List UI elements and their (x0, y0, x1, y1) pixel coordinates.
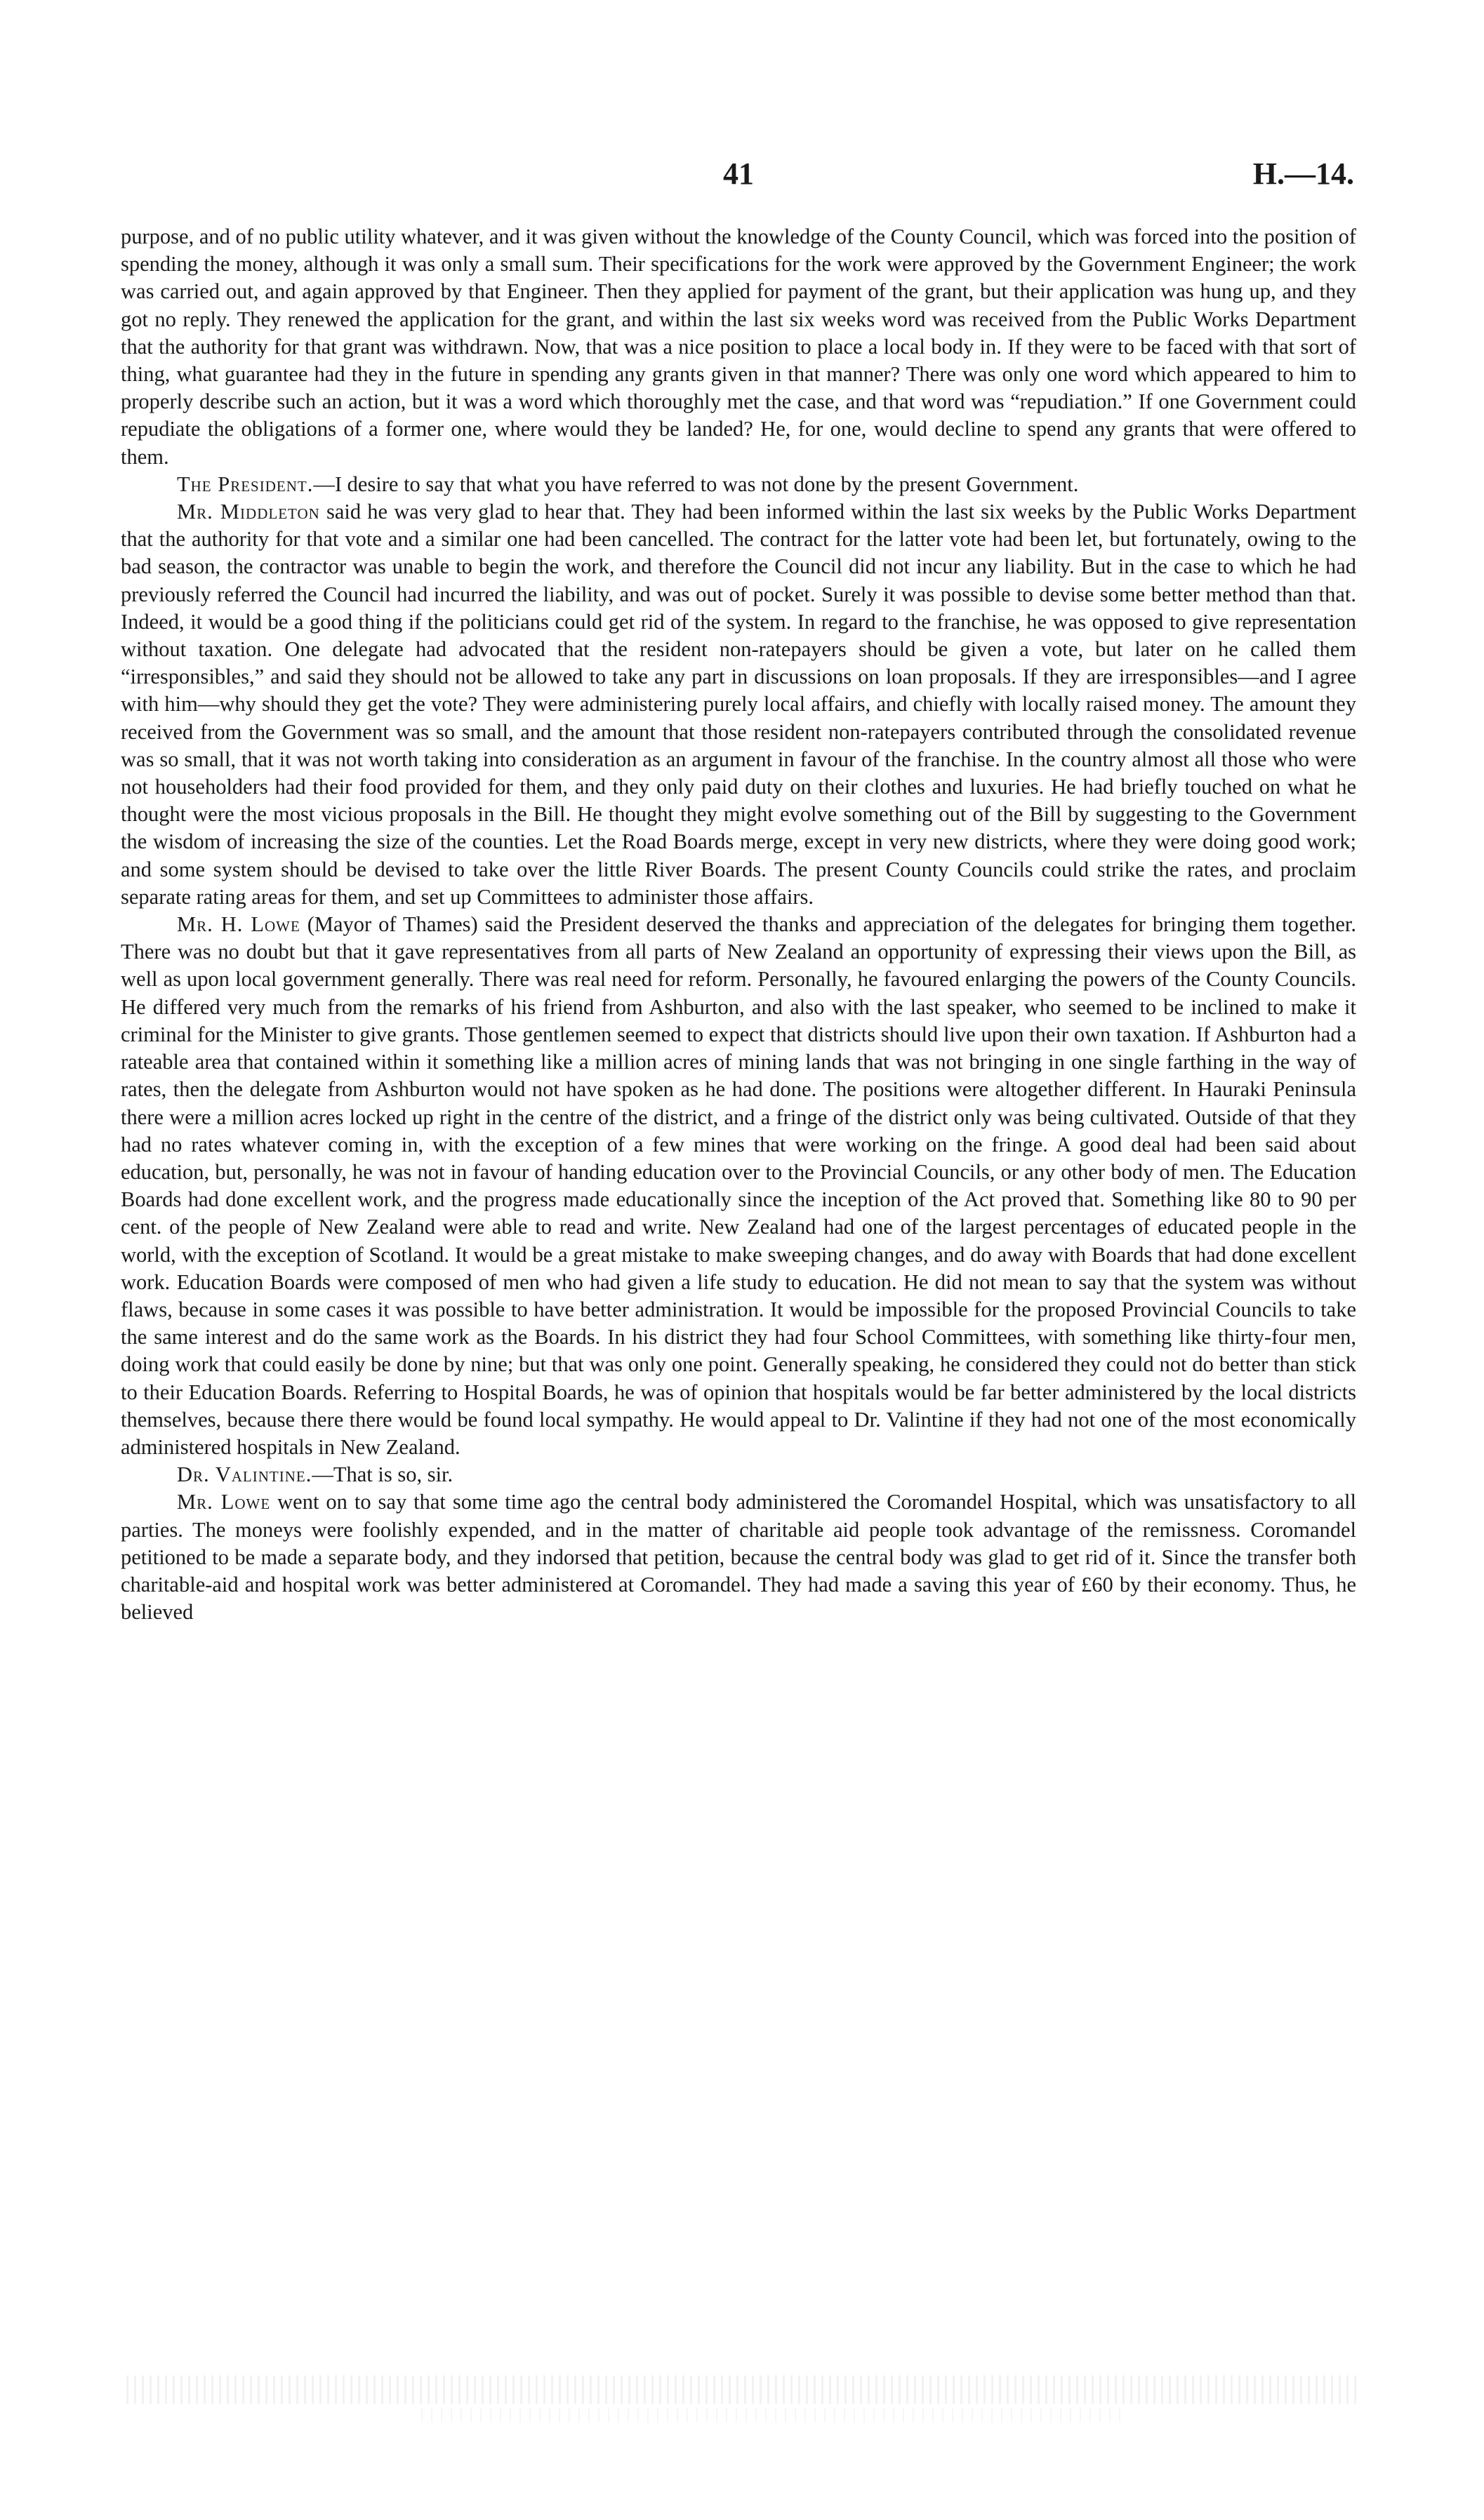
paragraph-6 (121, 1488, 1356, 1626)
paragraph-text: went on to say that some time ago the central body administered the Coromandel Hospital, which was unsatisfactory to all parties. The moneys were foolishly expended, and in the matter of charitable aid people took advantage of the remissness. Coromandel petitioned to be made a separate body, and they indorsed that petition, because the central body was glad to get rid of it. Since the transfer both charitable-aid and hospital work was better administered at Coromandel. They had made a saving this year of £60 by their economy. Thus, he believed (121, 1490, 1356, 1625)
body-text (121, 223, 1356, 1626)
speaker-name: Mr. H. Lowe (177, 912, 300, 937)
speaker-name: Mr. Lowe (177, 1490, 271, 1514)
paragraph-5 (121, 1461, 1356, 1488)
paragraph-text: said he was very glad to hear that. They had been informed within the last six weeks by the Public Works Department that the authority for that vote and a similar one had been cancelled. The contract for the latter vote had been let, but fortunately, owing to the bad season, the contractor was unable to begin the work, and therefore the Council did not incur any liability. But in the case to which he had previously referred the Council had incurred the liability, and was out of pocket. Surely it was possible to devise some better method than that. Indeed, it would be a good thing if the politicians could get rid of the system. In regard to the franchise, he was opposed to give representation without taxation. One delegate had advocated that the resident non-ratepayers should be given a vote, but later on he called them “irresponsibles,” and said they should not be allowed to take any part in discussions on loan proposals. If they are irresponsibles—and I agree with him—why should they get the vote? They were administering purely local affairs, and chiefly with locally raised money. The amount they received from the Government was so small, and the amount that those resident non-ratepayers contributed through the consolidated revenue was so small, that it was not worth taking into consideration as an argument in favour of the franchise. In the country almost all those who were not householders had their food provided for them, and they only paid duty on their clothes and luxuries. He had briefly touched on what he thought were the most vicious proposals in the Bill. He thought they might evolve something out of the Bill by suggesting to the Government the wisdom of increasing the size of the counties. Let the Road Boards merge, except in very new districts, where they were doing good work; and some system should be devised to take over the little River Boards. The present County Councils could strike the rates, and proclaim separate rating areas for them, and set up Committees to administer those affairs. (121, 500, 1356, 909)
speaker-name: Mr. Middleton (177, 500, 320, 524)
paragraph-text: (Mayor of Thames) said the President deserved the thanks and appreciation of the delegates for bringing them together. There was no doubt but that it gave representatives from all parts of New Zealand an opportunity of expressing their views upon the Bill, as well as upon local government generally. There was real need for reform. Personally, he favoured enlarging the powers of the County Councils. He differed very much from the remarks of his friend from Ashburton, and also with the last speaker, who seemed to be inclined to make it criminal for the Minister to give grants. Those gentlemen seemed to expect that districts should live upon their own taxation. If Ashburton had a rateable area that contained within it something like a million acres of mining lands that was not bringing in one single farthing in the way of rates, then the delegate from Ashburton would not have spoken as he had done. The positions were altogether different. In Hauraki Peninsula there were a million acres locked up right in the centre of the district, and a fringe of the district only was being cultivated. Outside of that they had no rates whatever coming in, with the exception of a few mines that were working on the fringe. A good deal had been said about education, but, personally, he was not in favour of handing education over to the Provincial Councils, or any other body of men. The Education Boards had done excellent work, and the progress made educationally since the inception of the Act proved that. Something like 80 to 90 per cent. of the people of New Zealand were able to read and write. New Zealand had one of the largest percentages of educated people in the world, with the exception of Scotland. It would be a great mistake to make sweeping changes, and do away with Boards that had done excellent work. Education Boards were composed of men who had given a life study to education. He did not mean to say that the system was without flaws, because in some cases it was possible to have better administration. It would be impossible for the proposed Provincial Councils to take the same interest and do the same work as the Boards. In his district they had four School Committees, with something like thirty-four men, doing work that could easily be done by nine; but that was only one point. Generally speaking, he considered they could not do better than stick to their Education Boards. Referring to Hospital Boards, he was of opinion that hospitals would be far better administered by the local districts themselves, because there there would be found local sympathy. He would appeal to Dr. Valintine if they had not one of the most economically administered hospitals in New Zealand. (121, 912, 1356, 1459)
scan-artifact (126, 2375, 1362, 2404)
running-header (0, 156, 1484, 198)
speaker-name: Dr. Valintine. (177, 1462, 312, 1487)
document-reference: H.—14. (1252, 156, 1354, 191)
paragraph-1 (121, 223, 1356, 471)
paragraph-3 (121, 498, 1356, 911)
paragraph-4 (121, 911, 1356, 1461)
paragraph-text: purpose, and of no public utility whatever, and it was given without the knowledge of the County Council, which was forced into the position of spending the money, although it was only a small sum. Their specifications for the work were approved by the Government Engineer; the work was carried out, and again approved by that Engineer. Then they applied for payment of the grant, but their application was hung up, and they got no reply. They renewed the application for the grant, and within the last six weeks word was received from the Public Works Department that the authority for that grant was withdrawn. Now, that was a nice position to place a local body in. If they were to be faced with that sort of thing, what guarantee had they in the future in spending any grants given in that manner? There was only one word which appeared to him to properly describe such an action, but it was a word which thoroughly met the case, and that word was “repudiation.” If one Government could repudiate the obligations of a former one, where would they be landed? He, for one, would decline to spend any grants that were offered to them. (121, 225, 1356, 469)
paragraph-2 (121, 471, 1356, 498)
scan-artifact (421, 2408, 1123, 2422)
page-number: 41 (723, 156, 754, 191)
paragraph-text: —That is so, sir. (312, 1462, 453, 1487)
speaker-name: The President. (177, 472, 314, 496)
paragraph-text: —I desire to say that what you have referred to was not done by the present Government. (313, 472, 1079, 496)
